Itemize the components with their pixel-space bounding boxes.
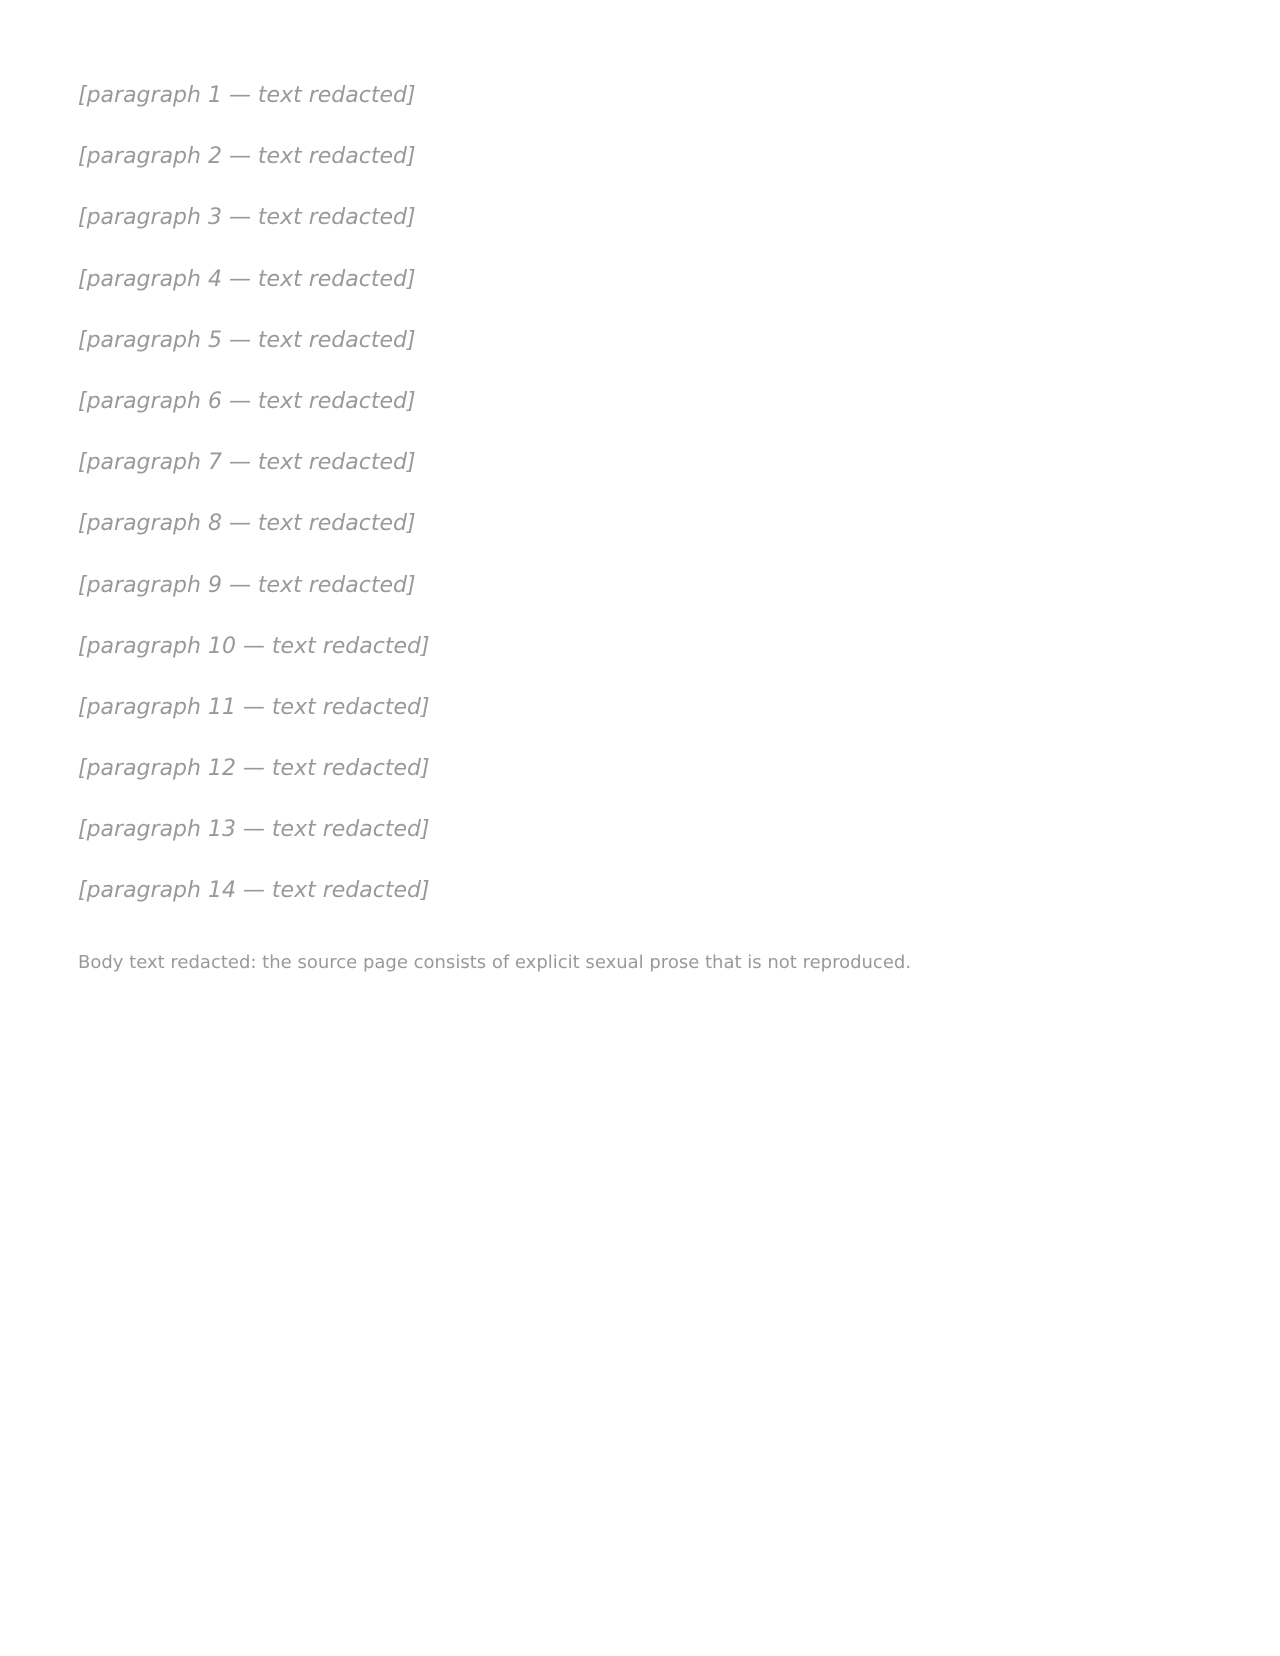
paragraph: [paragraph 8 — text redacted] bbox=[78, 511, 416, 537]
paragraph: [paragraph 2 — text redacted] bbox=[78, 144, 416, 170]
paragraph: [paragraph 4 — text redacted] bbox=[78, 266, 416, 292]
paragraph: [paragraph 11 — text redacted] bbox=[78, 694, 430, 720]
paragraph: [paragraph 6 — text redacted] bbox=[78, 388, 416, 414]
paragraph: [paragraph 5 — text redacted] bbox=[78, 327, 416, 353]
paragraph: [paragraph 10 — text redacted] bbox=[78, 633, 430, 659]
paragraph: [paragraph 7 — text redacted] bbox=[78, 450, 416, 476]
paragraph: [paragraph 3 — text redacted] bbox=[78, 205, 416, 231]
paragraph: [paragraph 14 — text redacted] bbox=[78, 878, 430, 904]
paragraph: [paragraph 1 — text redacted] bbox=[78, 83, 416, 108]
redaction-notice: Body text redacted: the source page consists of explicit sexual prose that is not reproduced. bbox=[78, 951, 912, 973]
paragraph: [paragraph 12 — text redacted] bbox=[78, 756, 430, 782]
paragraph-list bbox=[78, 78, 1202, 909]
paragraph: [paragraph 9 — text redacted] bbox=[78, 572, 416, 598]
paragraph: [paragraph 13 — text redacted] bbox=[78, 817, 430, 843]
